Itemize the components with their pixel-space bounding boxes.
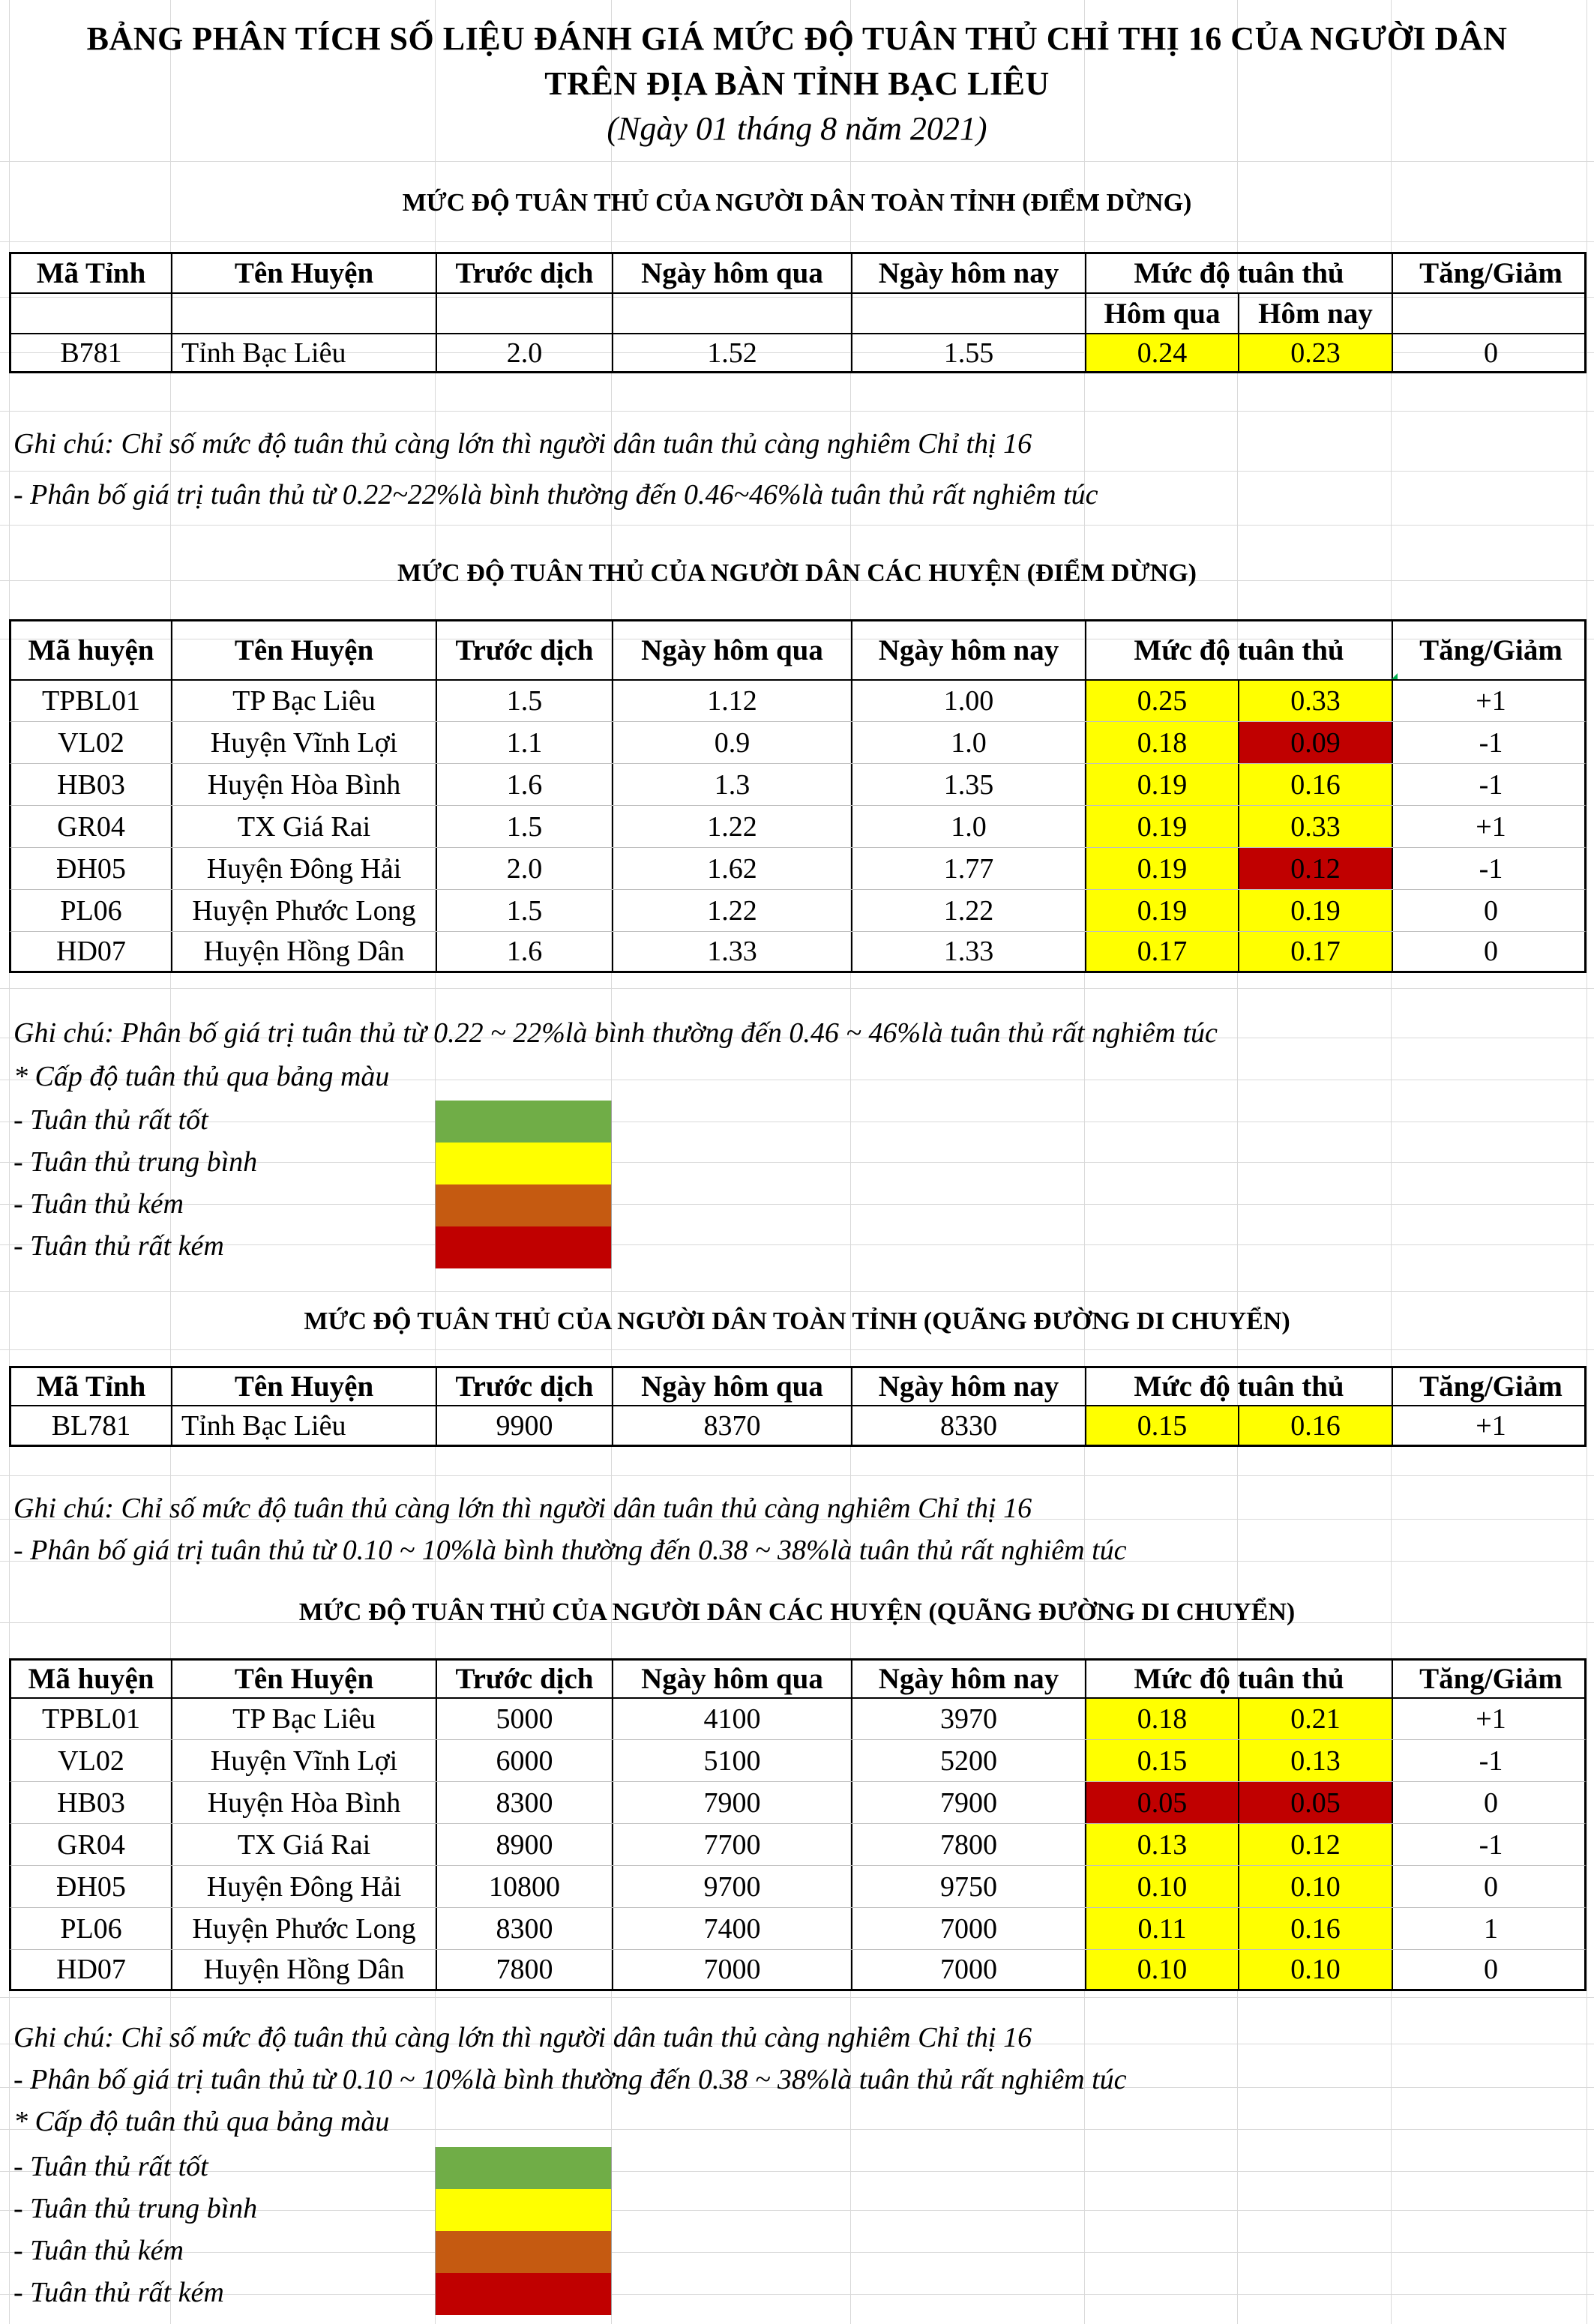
today-value-cell: 7800 (852, 1824, 1086, 1865)
legend-swatch-yellow (435, 2189, 612, 2231)
district-name-cell: Tỉnh Bạc Liêu (172, 1406, 437, 1445)
district-code-cell: GR04 (11, 1824, 172, 1865)
pre-epidemic-cell: 2.0 (437, 334, 613, 371)
compliance-yesterday-cell: 0.18 (1086, 1699, 1239, 1739)
pre-epidemic-cell: 8300 (437, 1908, 613, 1949)
legend-label: - Tuân thủ trung bình (13, 1146, 258, 1178)
table2-data-row (9, 931, 1587, 973)
legend-label: - Tuân thủ trung bình (13, 2193, 258, 2224)
compliance-yesterday-cell: 0.19 (1086, 764, 1239, 805)
table2-header-cell: Mã huyện (11, 621, 172, 679)
compliance-yesterday-cell: 0.19 (1086, 848, 1239, 889)
compliance-yesterday-cell: 0.10 (1086, 1950, 1239, 1989)
compliance-today-cell: 0.10 (1239, 1866, 1393, 1907)
district-name-cell: TX Giá Rai (172, 806, 437, 847)
table4-data-row (9, 1823, 1587, 1865)
legend-label: - Tuân thủ rất kém (13, 2277, 224, 2308)
yesterday-value-cell: 5100 (613, 1740, 852, 1781)
compliance-yesterday-cell: 0.05 (1086, 1782, 1239, 1823)
table1-header-cell: Mã Tỉnh (11, 254, 172, 292)
table4-header-cell: Tăng/Giảm (1419, 1663, 1563, 1695)
grid-row-line (0, 1475, 1594, 1476)
compliance-today-cell: 0.05 (1239, 1782, 1393, 1823)
table2-data-row (9, 889, 1587, 931)
grid-row-line (0, 1204, 1594, 1205)
legend-label: - Tuân thủ rất tốt (13, 1104, 208, 1136)
note3-line2: - Phân bố giá trị tuân thủ từ 0.10 ~ 10%là bình thường đến 0.38 ~ 38%là tuân thủ rất nghiêm túc (13, 1535, 1127, 1566)
pre-epidemic-cell: 5000 (437, 1699, 613, 1739)
report-date: (Ngày 01 tháng 8 năm 2021) (607, 110, 987, 147)
compliance-yesterday-cell: 0.15 (1086, 1406, 1239, 1445)
table1-subheader-blank (172, 294, 437, 333)
table3-header-cell: Tên Huyện (172, 1368, 437, 1405)
district-name-cell: Huyện Đông Hải (172, 848, 437, 889)
compliance-yesterday-cell: 0.24 (1086, 334, 1239, 371)
pre-epidemic-cell: 1.6 (437, 764, 613, 805)
district-name-cell: Huyện Hòa Bình (172, 764, 437, 805)
district-code-cell: ĐH05 (11, 848, 172, 889)
table3-header-row (9, 1366, 1587, 1405)
table4-header-cell: Mức độ tuân thủ (1086, 1661, 1393, 1697)
change-cell: -1 (1479, 852, 1503, 885)
compliance-yesterday-cell: 0.13 (1086, 1824, 1239, 1865)
yesterday-value-cell: 4100 (613, 1699, 852, 1739)
report-title-line2: TRÊN ĐỊA BÀN TỈNH BẠC LIÊU (544, 65, 1050, 102)
yesterday-value-cell: 1.33 (613, 932, 852, 971)
table1-subheader-cell: Hôm qua (1086, 294, 1239, 333)
compliance-yesterday-cell: 0.11 (1086, 1908, 1239, 1949)
today-value-cell: 1.33 (852, 932, 1086, 971)
compliance-today-cell: 0.16 (1239, 1908, 1393, 1949)
pre-epidemic-cell: 1.1 (437, 722, 613, 763)
district-name-cell: Tỉnh Bạc Liêu (172, 334, 437, 371)
compliance-yesterday-cell: 0.15 (1086, 1740, 1239, 1781)
compliance-yesterday-cell: 0.19 (1086, 806, 1239, 847)
table4-header-cell: Ngày hôm qua (613, 1661, 852, 1697)
today-value-cell: 8330 (852, 1406, 1086, 1445)
district-code-cell: TPBL01 (11, 1699, 172, 1739)
compliance-today-cell: 0.10 (1239, 1950, 1393, 1989)
table2-header-cell: Ngày hôm qua (613, 621, 852, 679)
change-cell: +1 (1476, 810, 1506, 843)
yesterday-value-cell: 7400 (613, 1908, 852, 1949)
pre-epidemic-cell: 7800 (437, 1950, 613, 1989)
table1-header-cell: Trước dịch (437, 254, 613, 292)
grid-row-line (0, 1291, 1594, 1292)
grid-row-line (0, 471, 1594, 472)
compliance-yesterday-cell: 0.10 (1086, 1866, 1239, 1907)
district-code-cell: GR04 (11, 806, 172, 847)
note4-line3: * Cấp độ tuân thủ qua bảng màu (13, 2106, 390, 2137)
table1-subheader-cell: Hôm nay (1239, 294, 1393, 333)
district-name-cell: TX Giá Rai (172, 1824, 437, 1865)
table1-header-cell: Mức độ tuân thủ (1086, 254, 1393, 292)
change-cell: 1 (1484, 1912, 1498, 1945)
district-code-cell: VL02 (11, 722, 172, 763)
change-cell: -1 (1479, 1828, 1503, 1861)
district-name-cell: TP Bạc Liêu (172, 681, 437, 721)
yesterday-value-cell: 1.3 (613, 764, 852, 805)
legend-label: - Tuân thủ kém (13, 2235, 184, 2266)
compliance-today-cell: 0.33 (1239, 806, 1393, 847)
table4-data-row (9, 1865, 1587, 1907)
table2-header-cell: Ngày hôm nay (852, 621, 1086, 679)
compliance-today-cell: 0.19 (1239, 890, 1393, 931)
table2-header-cell: Tăng/Giảm (1419, 634, 1563, 666)
note2-line2: * Cấp độ tuân thủ qua bảng màu (13, 1061, 390, 1092)
district-code-cell: HD07 (11, 1950, 172, 1989)
yesterday-value-cell: 7900 (613, 1782, 852, 1823)
district-name-cell: Huyện Vĩnh Lợi (172, 722, 437, 763)
grid-row-line (0, 988, 1594, 989)
yesterday-value-cell: 1.62 (613, 848, 852, 889)
legend-swatch-red (435, 2273, 612, 2315)
grid-row-line (0, 1349, 1594, 1350)
grid-row-line (0, 161, 1594, 162)
district-name-cell: Huyện Hồng Dân (172, 1950, 437, 1989)
today-value-cell: 1.0 (852, 722, 1086, 763)
change-cell: 0 (1484, 337, 1498, 369)
table2-data-row (9, 763, 1587, 805)
table2-data-row (9, 679, 1587, 721)
compliance-yesterday-cell: 0.19 (1086, 890, 1239, 931)
grid-row-line (0, 2252, 1594, 2253)
pre-epidemic-cell: 9900 (437, 1406, 613, 1445)
change-cell: +1 (1476, 685, 1506, 717)
district-name-cell: Huyện Hồng Dân (172, 932, 437, 971)
compliance-today-cell: 0.16 (1239, 1406, 1393, 1445)
district-code-cell: HB03 (11, 1782, 172, 1823)
table4-header-cell: Mã huyện (11, 1661, 172, 1697)
compliance-yesterday-cell: 0.18 (1086, 722, 1239, 763)
table1-subheader-blank (437, 294, 613, 333)
grid-row-line (0, 1997, 1594, 1998)
table1-data-row (9, 333, 1587, 373)
table3-header-cell: Mức độ tuân thủ (1086, 1368, 1393, 1405)
legend-swatch-orange (435, 1184, 612, 1226)
table2-header-cell: Tên Huyện (172, 621, 437, 679)
today-value-cell: 1.0 (852, 806, 1086, 847)
district-name-cell: Huyện Phước Long (172, 890, 437, 931)
district-code-cell: HB03 (11, 764, 172, 805)
district-name-cell: TP Bạc Liêu (172, 1699, 437, 1739)
pre-epidemic-cell: 6000 (437, 1740, 613, 1781)
pre-epidemic-cell: 8900 (437, 1824, 613, 1865)
grid-row-line (0, 411, 1594, 412)
today-value-cell: 1.22 (852, 890, 1086, 931)
note1-line1: Ghi chú: Chỉ số mức độ tuân thủ càng lớn thì người dân tuân thủ càng nghiêm Chỉ thị 16 (13, 428, 1032, 460)
grid-row-line (0, 1244, 1594, 1245)
grid-row-line (0, 241, 1594, 242)
table1-header-cell: Tên Huyện (172, 254, 437, 292)
change-cell: 0 (1484, 1870, 1498, 1903)
table1-subheader-blank (613, 294, 852, 333)
table4-header-row (9, 1658, 1587, 1697)
yesterday-value-cell: 7700 (613, 1824, 852, 1865)
change-cell: +1 (1476, 1703, 1506, 1735)
today-value-cell: 9750 (852, 1866, 1086, 1907)
table1-subheader-row (9, 292, 1587, 333)
table3-heading: MỨC ĐỘ TUÂN THỦ CỦA NGƯỜI DÂN TOÀN TỈNH (QUÃNG ĐƯỜNG DI CHUYỂN) (304, 1307, 1290, 1335)
today-value-cell: 5200 (852, 1740, 1086, 1781)
report-title-line1: BẢNG PHÂN TÍCH SỐ LIỆU ĐÁNH GIÁ MỨC ĐỘ TUÂN THỦ CHỈ THỊ 16 CỦA NGƯỜI DÂN (86, 20, 1508, 57)
table3-header-cell: Tăng/Giảm (1419, 1370, 1563, 1403)
compliance-today-cell: 0.13 (1239, 1740, 1393, 1781)
yesterday-value-cell: 9700 (613, 1866, 852, 1907)
table2-header-row (9, 619, 1587, 679)
pre-epidemic-cell: 8300 (437, 1782, 613, 1823)
today-value-cell: 7900 (852, 1782, 1086, 1823)
change-cell: 0 (1484, 936, 1498, 967)
legend-swatch-orange (435, 2231, 612, 2273)
change-cell: 0 (1484, 1954, 1498, 1985)
legend-label: - Tuân thủ rất tốt (13, 2151, 208, 2182)
table2-header-cell: Trước dịch (437, 621, 613, 679)
compliance-today-cell: 0.23 (1239, 334, 1393, 371)
yesterday-value-cell: 7000 (613, 1950, 852, 1989)
change-cell: -1 (1479, 1744, 1503, 1777)
table3-header-cell: Mã Tỉnh (11, 1368, 172, 1405)
legend-label: - Tuân thủ kém (13, 1188, 184, 1220)
change-cell: -1 (1479, 768, 1503, 801)
table1-subheader-blank (852, 294, 1086, 333)
table3-data-row (9, 1405, 1587, 1447)
yesterday-value-cell: 1.52 (613, 334, 852, 371)
table3-header-cell: Trước dịch (437, 1368, 613, 1405)
table4-data-row (9, 1907, 1587, 1949)
yesterday-value-cell: 1.22 (613, 890, 852, 931)
compliance-today-cell: 0.09 (1239, 722, 1393, 763)
grid-row-line (0, 525, 1594, 526)
compliance-today-cell: 0.16 (1239, 764, 1393, 805)
note4-line2: - Phân bố giá trị tuân thủ từ 0.10 ~ 10%là bình thường đến 0.38 ~ 38%là tuân thủ rất nghiêm túc (13, 2064, 1127, 2095)
legend-swatch-green (435, 2147, 612, 2189)
legend-label: - Tuân thủ rất kém (13, 1230, 224, 1262)
district-code-cell: PL06 (11, 890, 172, 931)
table1-subheader-blank (11, 294, 172, 333)
note3-line1: Ghi chú: Chỉ số mức độ tuân thủ càng lớn thì người dân tuân thủ càng nghiêm Chỉ thị 16 (13, 1493, 1032, 1524)
compliance-today-cell: 0.17 (1239, 932, 1393, 971)
pre-epidemic-cell: 1.5 (437, 806, 613, 847)
table4-data-row (9, 1697, 1587, 1739)
table2-data-row (9, 721, 1587, 763)
today-value-cell: 1.00 (852, 681, 1086, 721)
table2-header-cell: Mức độ tuân thủ (1086, 621, 1393, 679)
table1-header-row (9, 252, 1587, 292)
district-code-cell: B781 (11, 334, 172, 371)
note1-line2: - Phân bố giá trị tuân thủ từ 0.22~22%là bình thường đến 0.46~46%là tuân thủ rất nghiêm túc (13, 479, 1098, 511)
table3-header-cell: Ngày hôm nay (852, 1368, 1086, 1405)
table4-data-row (9, 1781, 1587, 1823)
table4-header-cell: Tên Huyện (172, 1661, 437, 1697)
compliance-yesterday-cell: 0.25 (1086, 681, 1239, 721)
table4-data-row (9, 1949, 1587, 1991)
yesterday-value-cell: 1.22 (613, 806, 852, 847)
district-code-cell: HD07 (11, 932, 172, 971)
district-code-cell: VL02 (11, 1740, 172, 1781)
district-code-cell: TPBL01 (11, 681, 172, 721)
legend-swatch-yellow (435, 1143, 612, 1184)
change-cell: +1 (1476, 1409, 1506, 1442)
today-value-cell: 1.35 (852, 764, 1086, 805)
yesterday-value-cell: 0.9 (613, 722, 852, 763)
district-name-cell: Huyện Hòa Bình (172, 1782, 437, 1823)
table2-data-row (9, 805, 1587, 847)
today-value-cell: 7000 (852, 1950, 1086, 1989)
legend-swatch-red (435, 1226, 612, 1268)
pre-epidemic-cell: 1.6 (437, 932, 613, 971)
change-cell: 0 (1484, 894, 1498, 927)
compliance-yesterday-cell: 0.17 (1086, 932, 1239, 971)
pre-epidemic-cell: 2.0 (437, 848, 613, 889)
table2-data-row (9, 847, 1587, 889)
grid-row-line (0, 2294, 1594, 2295)
pre-epidemic-cell: 1.5 (437, 890, 613, 931)
legend-swatch-green (435, 1101, 612, 1143)
district-code-cell: PL06 (11, 1908, 172, 1949)
change-cell: -1 (1479, 726, 1503, 759)
table4-heading: MỨC ĐỘ TUÂN THỦ CỦA NGƯỜI DÂN CÁC HUYỆN (QUÃNG ĐƯỜNG DI CHUYỂN) (298, 1598, 1296, 1626)
note2-line1: Ghi chú: Phân bố giá trị tuân thủ từ 0.22 ~ 22%là bình thường đến 0.46 ~ 46%là tuân thủ rất nghiêm túc (13, 1017, 1218, 1049)
table1-heading: MỨC ĐỘ TUÂN THỦ CỦA NGƯỜI DÂN TOÀN TỈNH (ĐIỂM DỪNG) (402, 189, 1192, 217)
district-name-cell: Huyện Vĩnh Lợi (172, 1740, 437, 1781)
today-value-cell: 1.55 (852, 334, 1086, 371)
today-value-cell: 3970 (852, 1699, 1086, 1739)
change-cell: 0 (1484, 1786, 1498, 1819)
district-name-cell: Huyện Phước Long (172, 1908, 437, 1949)
pre-epidemic-cell: 1.5 (437, 681, 613, 721)
pre-epidemic-cell: 10800 (437, 1866, 613, 1907)
yesterday-value-cell: 8370 (613, 1406, 852, 1445)
table4-data-row (9, 1739, 1587, 1781)
compliance-today-cell: 0.12 (1239, 1824, 1393, 1865)
table1-header-cell: Ngày hôm qua (613, 254, 852, 292)
table1-header-cell: Ngày hôm nay (852, 254, 1086, 292)
table4-header-cell: Trước dịch (437, 1661, 613, 1697)
compliance-today-cell: 0.33 (1239, 681, 1393, 721)
today-value-cell: 7000 (852, 1908, 1086, 1949)
grid-row-line (0, 2171, 1594, 2172)
compliance-today-cell: 0.12 (1239, 848, 1393, 889)
table1-subheader-blank (1393, 294, 1589, 333)
table3-header-cell: Ngày hôm qua (613, 1368, 852, 1405)
today-value-cell: 1.77 (852, 848, 1086, 889)
district-name-cell: Huyện Đông Hải (172, 1866, 437, 1907)
table2-heading: MỨC ĐỘ TUÂN THỦ CỦA NGƯỜI DÂN CÁC HUYỆN (ĐIỂM DỪNG) (397, 559, 1197, 587)
district-code-cell: ĐH05 (11, 1866, 172, 1907)
yesterday-value-cell: 1.12 (613, 681, 852, 721)
note4-line1: Ghi chú: Chỉ số mức độ tuân thủ càng lớn thì người dân tuân thủ càng nghiêm Chỉ thị 16 (13, 2022, 1032, 2053)
district-code-cell: BL781 (11, 1406, 172, 1445)
table1-header-cell: Tăng/Giảm (1419, 257, 1563, 289)
compliance-today-cell: 0.21 (1239, 1699, 1393, 1739)
table4-header-cell: Ngày hôm nay (852, 1661, 1086, 1697)
